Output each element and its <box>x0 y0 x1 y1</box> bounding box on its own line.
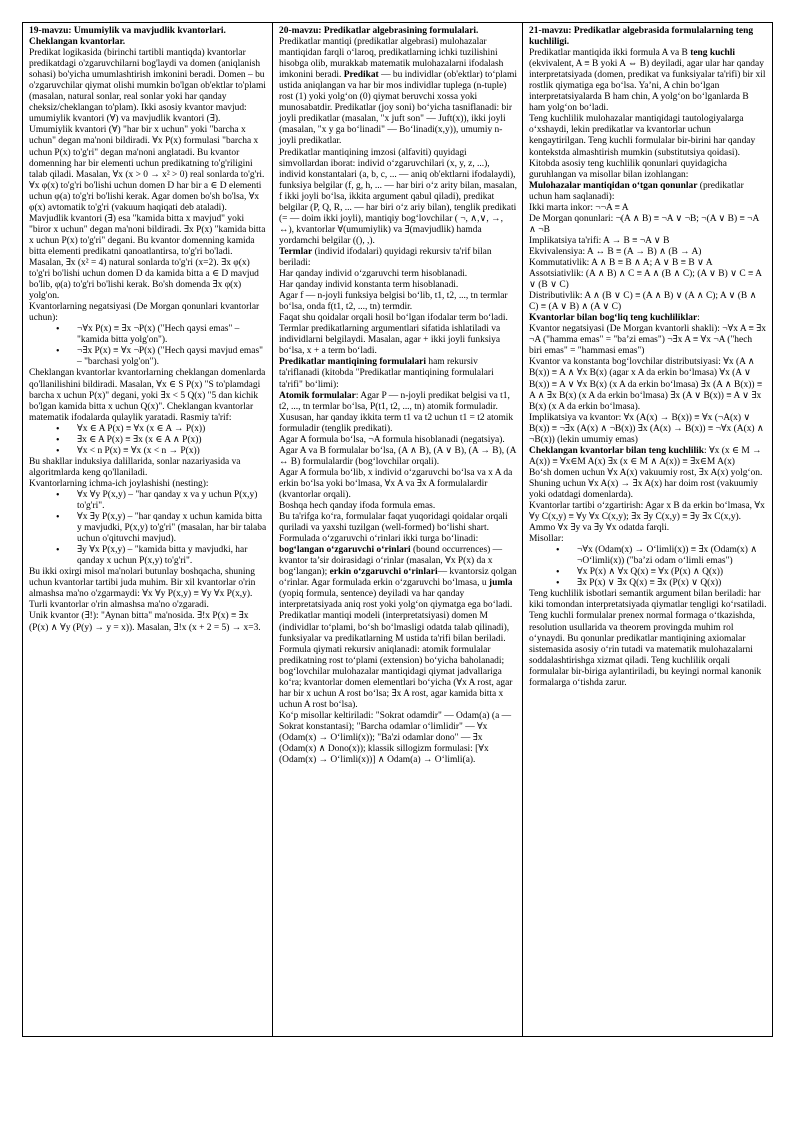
bold-term: bog‘langan o‘zgaruvchi o‘rinlari <box>279 545 411 556</box>
paragraph <box>29 567 267 611</box>
paragraph <box>279 501 517 512</box>
list-item: • ¬∀x P(x) ≡ ∃x ¬P(x) ("Hech qaysi emas" – "kamida bitta yolg'on"). <box>29 324 267 346</box>
list-item: • ∃x P(x) ∨ ∃x Q(x) ≡ ∃x (P(x) ∨ Q(x)) <box>529 578 767 589</box>
paragraph <box>529 291 767 313</box>
text-run: Teng kuchlilik isbotlari semantik argument bilan beriladi: har kiki tomondan interpretatsiyada qiymatlar tengligi ko‘rsatiladi. Teng kuchli formulalar prenex normal formaga o‘tkazishda, resolution usullarida va theorem provingda muhim rol o‘ynaydi. Bu qonunlar predikatlar mantiqining axiomalar sistemasida asosiy o‘rin tutadi va matematik mulohazalarni soddalashtirishga xizmat qiladi. Teng kuchlilik orqali formulalar bir-biriga aylantiriladi, bu keyingi normal kanonik formalarga o‘tishda zarur. <box>529 589 767 688</box>
bullet-list <box>529 545 767 589</box>
text-run: Mavjudlik kvantori (∃) esa "kamida bitta x mavjud" yoki "biror x uchun" degan ma'noni bildiradi. ∃x P(x) "kamida bitta x uchun P(x) to'g'ri" degani. Bu kvantor domenning kamida bitta elementi predikatni qanoatlantirsa, to'g'ri bo'ladi. Masalan, ∃x (x² = 4) natural sonlarda to'g'ri (x=2). ∃x φ(x) to'g'ri bo'lishi uchun domen D da kamida bitta a ∈ D mavjud bo'lib, φ(a) to'g'ri bo'lishi kerak. Bo'sh domenda ∃x φ(x) yolg'on. <box>29 213 266 302</box>
paragraph <box>279 291 517 313</box>
text-run: Kitobda asosiy teng kuchlilik qonunlari quyidagicha guruhlangan va misollar bilan izohlangan: <box>529 158 727 180</box>
bold-term: Atomik formulalar <box>279 390 356 401</box>
paragraph <box>279 324 517 357</box>
paragraph <box>29 48 267 125</box>
text-run: Ko‘p misollar keltiriladi: "Sokrat odamdir" — Odam(a) (a — Sokrat konstantasi); "Barcha odamlar o‘limlidir" — ∀x (Odam(x) → O‘limli(x)); "Ba'zi odamlar dono" — ∃x (Odam(x) ∧ Dono(x)); klassik sillogizm formulasi: [∀x (Odam(x) → O‘limli(x))] ∧ Odam(a) → O‘limli(a). <box>279 710 512 766</box>
text-run: : ∀x (x ∈ M → A(x)) ≡ ∀x∈M A(x) ∃x (x ∈ M ∧ A(x)) ≡ ∃x∈M A(x) <box>529 445 762 467</box>
text-run: (yopiq formula, sentence) deyiladi va har qanday interpretatsiyada aniq rost yoki yolg‘on qiymatga ega bo‘ladi. <box>279 589 513 611</box>
bold-term: Mulohazalar mantiqidan o‘tgan qonunlar <box>529 180 698 191</box>
text-run: Bu shakllar induksiya dalillarida, sonlar nazariyasida va algoritmlarda keng qo'llaniladi. <box>29 456 241 478</box>
paragraph <box>279 446 517 468</box>
text-run: Cheklangan kvantorlar kvantorlarning cheklangan domenlarda qo'llanilishini bildiradi. Masalan, ∀x ∈ S P(x) "S to'plamdagi barcha x uchun P(x)" degani, yoki ∃x < 5 Q(x) "5 dan kichik bo'lgan kamida bitta x uchun Q(x)". Cheklangan kvantorlar matematik ifodalarda qulaylik yaratadi. Rasmiy ta'rif: <box>29 368 266 423</box>
paragraph <box>279 313 517 324</box>
text-run: Teng kuchlilik mulohazalar mantiqidagi tautologiyalarga o‘xshaydi, lekin predikatlar va kvantorlar uchun kengaytirilgan. Teng kuchli formulalar bir-birini har qanday kontekstda almashtirish mumkin (substitutsiya qoidasi). <box>529 114 756 158</box>
bullet-list <box>29 324 267 368</box>
paragraph <box>279 37 517 147</box>
paragraph <box>279 512 517 611</box>
paragraph <box>279 357 517 390</box>
text-run: Ekvivalensiya: A ↔ B ≡ (A → B) ∧ (B → A) <box>529 246 702 257</box>
column-topic-20 <box>273 23 523 1036</box>
paragraph <box>29 302 267 324</box>
paragraph <box>529 324 767 357</box>
list-item: • ∀x P(x) ∧ ∀x Q(x) ≡ ∀x (P(x) ∧ Q(x)) <box>529 567 767 578</box>
bullet-list <box>29 490 267 567</box>
paragraph <box>529 203 767 214</box>
paragraph <box>29 457 267 479</box>
paragraph <box>529 446 767 468</box>
text-run: Boshqa hech qanday ifoda formula emas. <box>279 501 436 512</box>
text-run: Bo‘sh domen uchun ∀x A(x) vakuumiy rost, ∃x A(x) yolg‘on. Shuning uchun ∀x A(x) → ∃x A(x) har doim rost (vakuumiy yoki odatdagi domenlarda). <box>529 467 763 500</box>
text-run: Kvantor va konstanta bog‘lovchilar distributsiyasi: ∀x (A ∧ B(x)) ≡ A ∧ ∀x B(x) (agar x A da erkin bo‘lmasa) ∀x (A ∨ B(x)) ≡ A ∨ ∀x B(x) (x A da erkin bo‘lmasa) ∃x (A ∧ B(x)) ≡ A ∧ ∃x B(x) (x A da erkin bo‘lmasa) ∃x (A ∨ B(x)) ≡ A ∨ ∃x B(x) (x A da erkin bo‘lmasa). <box>529 357 763 412</box>
bold-term: Kvantorlar bilan bog‘liq teng kuchliliklar <box>529 313 698 324</box>
list-item: • ∃y ∀x P(x,y) – "kamida bitta y mavjudki, har qanday x uchun P(x,y) to'g'ri". <box>29 545 267 567</box>
text-run: (bound occurrences) — kvantor ta’sir doirasidagi o‘rinlar (masalan, ∀x P(x) da x bog‘langan); <box>279 545 503 578</box>
bullet-list <box>29 424 267 457</box>
paragraph <box>29 611 267 633</box>
text-run: Bu ta'rifga ko‘ra, formulalar faqat yuqoridagi qoidalar orqali quriladi va yaxshi tuzilgan (well-formed) bo‘lishi shart. Formulada o‘zgaruvchi o‘rinlari ikki turga bo‘linadi: <box>279 512 508 545</box>
paragraph <box>529 501 767 534</box>
paragraph <box>529 236 767 247</box>
paragraph <box>29 125 267 213</box>
paragraph <box>529 114 767 158</box>
text-run: Assotsiativlik: (A ∧ B) ∧ C ≡ A ∧ (B ∧ C); (A ∨ B) ∨ C ≡ A ∨ (B ∨ C) <box>529 269 762 291</box>
list-item: • ∃x ∈ A P(x) ≡ ∃x (x ∈ A ∧ P(x)) <box>29 435 267 446</box>
text-run: Predikatlar mantiqi (predikatlar algebrasi) mulohazalar mantiqidan farqli o‘laroq, predikatlarning ichki tuzilishini hisobga olib, murakkab matematik mulohazalarni ifodalash imkonini beradi. <box>279 37 504 81</box>
bold-term: 21-mavzu: Predikatlar algebrasida formulalarning teng kuchliligi. <box>529 26 754 48</box>
paragraph <box>529 468 767 501</box>
text-run: Faqat shu qoidalar orqali hosil bo‘lgan ifodalar term bo‘ladi. <box>279 313 508 324</box>
text-run: Predikatlar mantiqining imzosi (alfaviti) quyidagi simvollardan iborat: individ o‘zgaruvchilari (x, y, z, ...), individ konstantalari (a, b, c, ... — aniq ob'ektlarni ifodalaydi), funksiya belgilar (f, g, h, ... — har biri o‘z arity bilan, masalan, f ikki joyli bo‘lsa, ikkita argument qabul qiladi), predikat belgilar (P, Q, R, ... — har biri o‘z ariy bilan), tenglik predikati (= — doim ikki joyli), mantiqiy bog‘lovchilar ( ¬, ∧,∨, →, ↔), kvantorlar ∀(umumiylik) va ∃(mavjudlik) hamda yordamchi belgilar ((), ,). <box>279 147 517 246</box>
text-run: Predikatlar mantiqida ikki formula A va B <box>529 48 691 59</box>
text-run: Kvantorlar tartibi o‘zgartirish: Agar x B da erkin bo‘lmasa, ∀x ∀y C(x,y) ≡ ∀y ∀x C(x,y); ∃x ∃y C(x,y) ≡ ∃y ∃x C(x,y). Ammo ∀x ∃y va ∃y ∀x odatda farqli. <box>529 501 765 534</box>
text-run: Predikat logikasida (birinchi tartibli mantiqda) kvantorlar predikatdagi o'zgaruvchilarni bog'laydi va domen (aniqlanish sohasi) bo'yicha umumlashtirish imkonini beradi. Domen – bu o'zgaruvchilar qiymat olishi mumkin bo'lgan ob'ektlar to'plami (masalan, natural sonlar, real sonlar yoki har qanday cheksiz/cheklangan to'plam). Ikki asosiy kvantor mavjud: umumiylik kvantori (∀) va mavjudlik kvantori (∃). <box>29 48 266 125</box>
list-item: • ¬∃x P(x) ≡ ∀x ¬P(x) ("Hech qaysi mavjud emas" – "barchasi yolg'on"). <box>29 346 267 368</box>
text-run: Unik kvantor (∃!): "Aynan bitta" ma'nosida. ∃!x P(x) ≡ ∃x (P(x) ∧ ∀y (P(y) → y = x)). Masalan, ∃!x (x + 2 = 5) → x=3. <box>29 611 261 633</box>
bold-term: Predikatlar mantiqining formulalari <box>279 357 426 368</box>
text-run: Bu ikki oxirgi misol ma'nolari butunlay boshqacha, shuning uchun kvantorlar tartibi juda muhim. Bir xil kvantorlar o'rin almashsa ma'no o'zgarmaydi: ∀x ∀y P(x,y) ≡ ∀y ∀x P(x,y). Turli kvantorlar o'rin almashsa ma'no o'zgaradi. <box>29 567 256 611</box>
paragraph <box>529 214 767 236</box>
text-run: Agar f — n-joyli funksiya belgisi bo‘lib, t1, t2, ..., tn termlar bo‘lsa, onda f(t1, t2, ..., tn) termdir. <box>279 291 508 313</box>
paragraph <box>529 258 767 269</box>
paragraph <box>279 468 517 501</box>
text-run: Agar A formula bo‘lsa, ¬A formula hisoblanadi (negatsiya). <box>279 434 505 445</box>
topic-title <box>529 26 767 48</box>
list-item: • ∀x < n P(x) ≡ ∀x (x < n → P(x)) <box>29 446 267 457</box>
paragraph <box>29 479 267 490</box>
bold-term: erkin o‘zgaruvchi o‘rinlari <box>329 567 438 578</box>
column-topic-19 <box>23 23 273 1036</box>
document-table <box>22 22 773 1037</box>
column-topic-21 <box>523 23 772 1036</box>
text-run: Ikki marta inkor: ¬¬A ≡ A <box>529 202 629 213</box>
bold-term: Predikat <box>343 70 379 81</box>
topic-title <box>29 26 267 48</box>
text-run: (individ ifodalari) quyidagi rekursiv ta'rif bilan beriladi: <box>279 246 492 268</box>
text-run: (predikatlar uchun ham saqlanadi): <box>529 180 744 202</box>
bold-term: 20-mavzu: Predikatlar algebrasining formulalari. <box>279 26 479 36</box>
text-run: Har qanday individ o‘zgaruvchi term hisoblanadi. <box>279 269 468 280</box>
text-run: De Morgan qonunlari: ¬(A ∧ B) ≡ ¬A ∨ ¬B; ¬(A ∨ B) ≡ ¬A ∧ ¬B <box>529 213 759 235</box>
text-run: Kommutativlik: A ∧ B ≡ B ∧ A; A ∨ B ≡ B ∨ A <box>529 257 713 268</box>
paragraph <box>529 269 767 291</box>
list-item: • ¬∀x (Odam(x) → O‘limli(x)) ≡ ∃x (Odam(x) ∧ ¬O‘limli(x)) ("ba’zi odam o‘limli emas") <box>529 545 767 567</box>
text-run: (ekvivalent, A ≡ B yoki A ⇔ B) deyiladi, agar ular har qanday interpretatsiyada (domen, predikat va funksiyalar ta'rifi) bir xil rostlik qiymatiga ega bo‘lsa. Ya’ni, A chin bo‘lgan interpretatsiyalarda B ham chin, A yolg‘on bo‘lganlarda B ham yolg‘on bo‘ladi. <box>529 59 766 114</box>
paragraph <box>529 313 767 324</box>
text-run: Implikatsiya ta'rifi: A → B ≡ ¬A ∨ B <box>529 235 670 246</box>
text-run: Umumiylik kvantori (∀) "har bir x uchun" yoki "barcha x uchun" degan ma'noni bildiradi. ∀x P(x) formulasi "barcha x uchun P(x) to'g'ri" degan ma'noni anglatadi. Bu kvantor domenning har bir elementi uchun predikatning to'g'riligini talab qiladi. Masalan, ∀x (x > 0 → x² > 0) real sonlarda to'g'ri. ∀x φ(x) to'g'ri bo'lishi uchun domen D har bir a ∈ D elementi uchun φ(a) to'g'ri bo'lishi kerak. Agar domen bo'sh bo'lsa, ∀x φ(x) avtomatik to'g'ri (vakuum haqiqati deb ataladi). <box>29 125 265 213</box>
paragraph <box>529 357 767 412</box>
text-run: Implikatsiya va kvantor: ∀x (A(x) → B(x)) ≡ ∀x (¬A(x) ∨ B(x)) ≡ ¬∃x (A(x) ∧ ¬B(x)) ∃x (A(x) → B(x)) ≡ ¬∀x (A(x) ∧ ¬B(x)) (lekin umumiy emas) <box>529 412 764 445</box>
topic-title <box>279 26 517 37</box>
list-item: • ∀x ∃y P(x,y) – "har qanday x uchun kamida bitta y mavjudki, P(x,y) to'g'ri" (masalan, har bir talaba uchun o'qituvchi mavjud). <box>29 512 267 545</box>
paragraph <box>529 589 767 688</box>
text-run: : Agar P — n-joyli predikat belgisi va t1, t2, ..., tn termlar bo‘lsa, P(t1, t2, ..., tn) atomik formuladir. Xususan, har qanday ikkita term t1 va t2 uchun t1 = t2 atomik formuladir (tenglik predikati). <box>279 390 514 434</box>
text-run: Distributivlik: A ∧ (B ∨ C) ≡ (A ∧ B) ∨ (A ∧ C); A ∨ (B ∧ C) ≡ (A ∨ B) ∧ (A ∨ C) <box>529 291 757 313</box>
paragraph <box>279 280 517 291</box>
bold-term: Cheklangan kvantorlar bilan teng kuchlilik <box>529 445 704 456</box>
bold-term: jumla <box>488 578 513 589</box>
text-run: Agar A va B formulalar bo‘lsa, (A ∧ B), (A ∨ B), (A → B), (A ↔ B) formulalardir (bog‘lovchilar orqali). <box>279 445 516 467</box>
paragraph <box>529 247 767 258</box>
list-item: • ∀x ∈ A P(x) ≡ ∀x (x ∈ A → P(x)) <box>29 424 267 435</box>
paragraph <box>29 368 267 423</box>
paragraph <box>279 247 517 269</box>
text-run: — kvantorsiz qolgan o‘rinlar. Agar formulada erkin o‘zgaruvchi bo‘lmasa, u <box>279 567 517 589</box>
bold-term: Termlar <box>279 246 313 257</box>
paragraph <box>529 534 767 545</box>
text-run: : <box>697 313 700 324</box>
text-run: Kvantorlarning negatsiyasi (De Morgan qonunlari kvantorlar uchun): <box>29 302 260 324</box>
text-run: Termlar predikatlarning argumentlari sifatida ishlatiladi va individlarni belgilaydi. Masalan, agar + ikki joyli funksiya bo‘lsa, x + a term bo‘ladi. <box>279 324 501 357</box>
text-run: Misollar: <box>529 534 564 545</box>
bold-term: 19-mavzu: Umumiylik va mavjudlik kvantorlari. Cheklangan kvantorlar. <box>29 26 226 48</box>
paragraph <box>279 148 517 247</box>
text-run: Kvantorlarning ichma-ich joylashishi (nesting): <box>29 478 209 489</box>
list-item: • ∀x ∀y P(x,y) – "har qanday x va y uchun P(x,y) to'g'ri". <box>29 490 267 512</box>
paragraph <box>279 711 517 766</box>
paragraph <box>529 159 767 181</box>
bold-term: teng kuchli <box>690 48 736 59</box>
text-run: ham rekursiv ta'riflanadi (kitobda "Predikatlar mantiqining formulalari ta'rifi" bo‘limi): <box>279 357 494 390</box>
text-run: Agar A formula bo‘lib, x individ o‘zgaruvchi bo‘lsa va x A da erkin bo‘lsa yoki bo‘lmasa, ∀x A va ∃x A formulalardir (kvantorlar orqali). <box>279 467 513 500</box>
text-run: — bu individlar (ob'ektlar) to‘plami ustida aniqlangan va har bir mos individlar tuplega (n-tuple) rost (1) yoki yolg‘on (0) qiymat beruvchi xossa yoki munosabatdir. Predikatlar (joy soni) bo‘yicha tasniflanadi: bir joyli predikatlar (masalan, "x juft son" — Juft(x)), ikki joyli (masalan, "x y ga bo‘linadi" — Bo‘linadi(x,y)), umumiy n-joyli predikatlar. <box>279 70 517 147</box>
paragraph <box>529 48 767 114</box>
paragraph <box>29 214 267 302</box>
paragraph <box>279 611 517 710</box>
text-run: Har qanday individ konstanta term hisoblanadi. <box>279 280 459 291</box>
paragraph <box>279 391 517 435</box>
paragraph <box>529 181 767 203</box>
paragraph <box>279 269 517 280</box>
text-run: Predikatlar mantiqi modeli (interpretatsiyasi) domen M (individlar to‘plami, bo‘sh bo‘lmasligi odatda talab qilinadi), funksiyalar va predikatlarning M ustida ta'rifi bilan beriladi. Formula qiymati rekursiv aniqlanadi: atomik formulalar predikatning rost to‘plami (extension) bo‘yicha baholanadi; bog‘lovchilar mulohazalar mantiqidagi qiymat jadvallariga ko‘ra; kvantorlar domen elementlari bo‘yicha (∀x A rost, agar har bir x uchun A rost bo‘lsa; ∃x A rost, agar kamida bitta x uchun A rost bo‘lsa). <box>279 611 513 710</box>
paragraph <box>529 413 767 446</box>
text-run: Kvantor negatsiyasi (De Morgan kvantorli shakli): ¬∀x A ≡ ∃x ¬A ("hamma emas" = "ba’zi emas") ¬∃x A ≡ ∀x ¬A ("hech biri emas" = "hammasi emas") <box>529 324 767 357</box>
paragraph <box>279 435 517 446</box>
